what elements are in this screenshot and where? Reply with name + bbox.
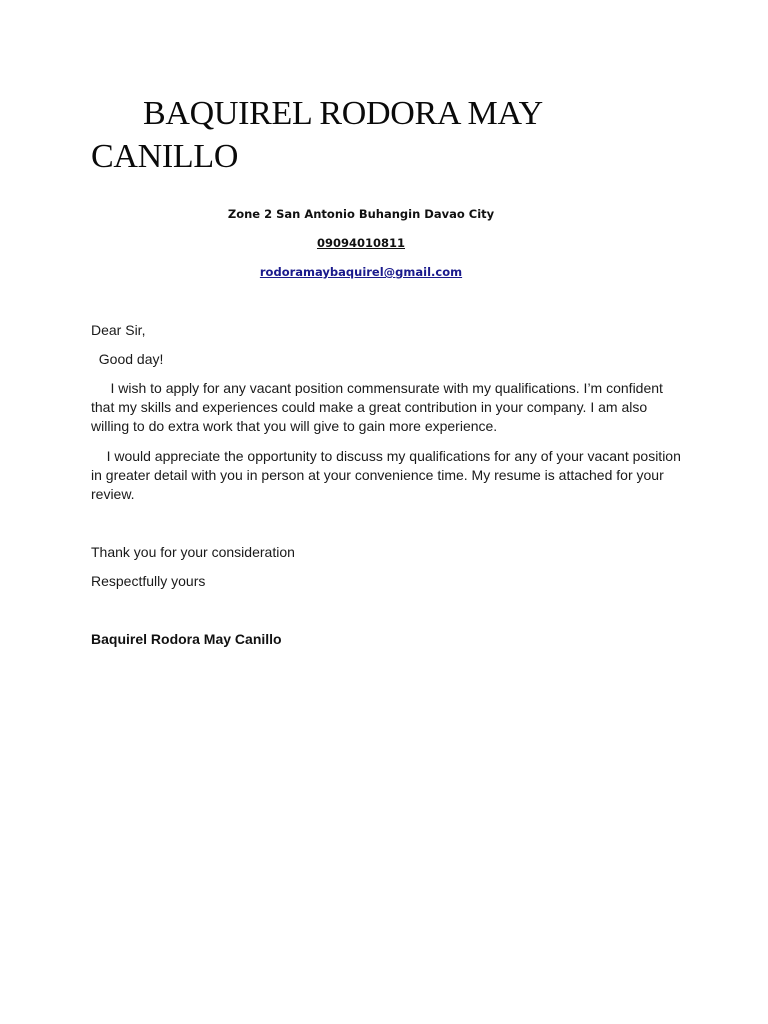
phone-number: 09094010811: [316, 236, 406, 250]
body-paragraph-2: [91, 447, 681, 504]
body-paragraph-1-text: I wish to apply for any vacant position commensurate with my qualifications. I’m confident that my skills and experiences could make a great contribution in your company. I am also willing to do extra work that you will give to gain more experience.: [91, 380, 663, 434]
body-paragraph-2-text: I would appreciate the opportunity to discuss my qualifications for any of your vacant position in greater detail with you in person at your convenience time. My resume is attached for your review.: [91, 448, 681, 502]
body-paragraph-1: [91, 379, 681, 436]
greeting-text: Good day!: [98, 351, 164, 367]
email-link[interactable]: rodoramaybaquirel@gmail.com: [259, 265, 463, 279]
salutation: Dear Sir,: [91, 322, 146, 338]
closing-respect: Respectfully yours: [91, 573, 206, 589]
email-line: [0, 264, 722, 280]
closing-thanks: Thank you for your consideration: [91, 544, 295, 560]
signature-name: Baquirel Rodora May Canillo: [91, 631, 282, 647]
name-line-2: CANILLO: [91, 138, 239, 175]
name-line-1: BAQUIREL RODORA MAY: [143, 95, 543, 132]
address-line: Zone 2 San Antonio Buhangin Davao City: [227, 207, 495, 221]
applicant-name-heading: [91, 92, 651, 178]
greeting: [91, 350, 681, 369]
